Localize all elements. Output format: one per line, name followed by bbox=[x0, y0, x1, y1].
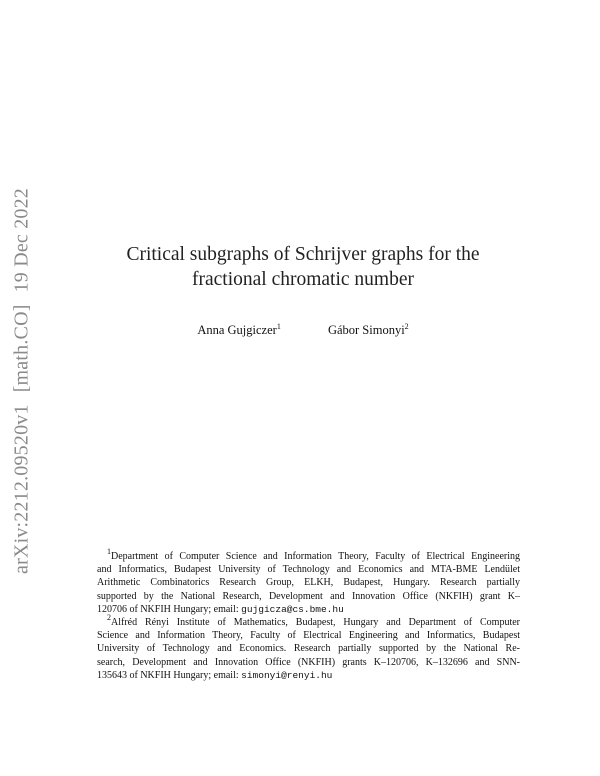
footnote-mark: 1 bbox=[276, 322, 281, 331]
footnote-mark: 2 bbox=[107, 613, 111, 622]
title-line: Critical subgraphs of Schrijver graphs for the bbox=[126, 244, 480, 265]
footnote-line bbox=[97, 611, 520, 629]
footnote-1 bbox=[97, 545, 520, 616]
author-list bbox=[0, 322, 600, 338]
paper-title bbox=[60, 242, 546, 292]
author-name: Anna Gujgiczer bbox=[197, 323, 277, 337]
footnote-line bbox=[97, 669, 520, 682]
email-link[interactable]: gujgicza@cs.bme.hu bbox=[241, 603, 344, 615]
footnote-mark: 1 bbox=[107, 547, 111, 556]
footnote-line: Science and Information Theory, Faculty of Electrical Engineering and Informatics, Budapest bbox=[97, 630, 520, 642]
title-line: fractional chromatic number bbox=[192, 269, 414, 290]
arxiv-date: 19 Dec 2022 bbox=[10, 187, 33, 293]
text: 120706 of NKFIH Hungary; email: bbox=[97, 603, 242, 615]
footnote-2 bbox=[97, 611, 520, 682]
email-link[interactable]: simonyi@renyi.hu bbox=[241, 669, 333, 681]
footnote-line bbox=[97, 545, 520, 563]
author-name: Gábor Simonyi bbox=[327, 323, 405, 337]
arxiv-stamp bbox=[11, 176, 34, 574]
footnote-line: supported by the National Research, Development and Innovation Office (NKFIH) grant K– bbox=[97, 590, 520, 602]
footnote-mark: 2 bbox=[404, 322, 409, 331]
text: Department of Computer Science and Information Theory, Faculty of Electrical Engineering bbox=[111, 551, 520, 562]
footnote-line: University of Technology and Economics. Research partially supported by the National Re- bbox=[97, 643, 520, 655]
arxiv-id: arXiv:2212.09520v1 bbox=[10, 404, 33, 575]
arxiv-category: [math.CO] bbox=[10, 304, 33, 393]
footnote-line: and Informatics, Budapest University of Technology and Economics and MTA-BME Lendület bbox=[97, 564, 520, 576]
text: 135643 of NKFIH Hungary; email: bbox=[97, 669, 242, 681]
footnote-line: search, Development and Innovation Office (NKFIH) grants K–120706, K–132696 and SNN- bbox=[97, 656, 520, 668]
author bbox=[328, 322, 409, 338]
text: Alfréd Rényi Institute of Mathematics, Budapest, Hungary and Department of Computer bbox=[111, 617, 520, 628]
author bbox=[197, 322, 280, 338]
footnote-line: Arithmetic Combinatorics Research Group, ELKH, Budapest, Hungary. Research partially bbox=[97, 577, 520, 589]
